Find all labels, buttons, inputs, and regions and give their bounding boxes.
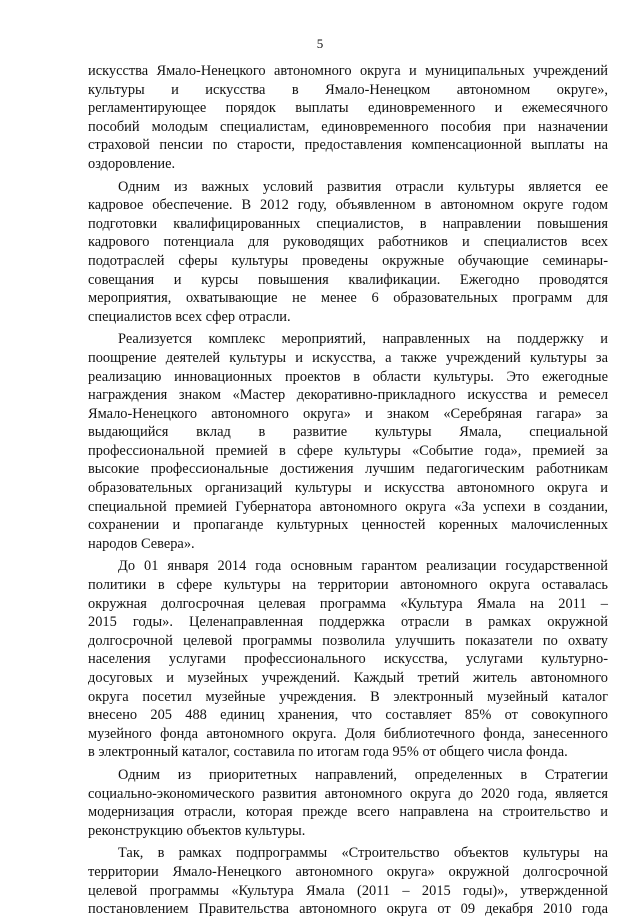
text-line: поощрение деятелей культуры и искусства, а также учреждений культуры за bbox=[88, 349, 608, 366]
text-line: досуговых и музейных учреждений. Каждый третий житель автономного bbox=[88, 670, 608, 686]
text-line: музейного фонда автономного округа. Доля библиотечного фонда, занесенного bbox=[88, 725, 608, 742]
text-line: Так, в рамках подпрограммы «Строительство объектов культуры на bbox=[118, 845, 608, 862]
text-line: кадрового потенциала для руководящих работников и специалистов всех bbox=[88, 234, 608, 251]
text-line: Реализуется комплекс мероприятий, направленных на поддержку и bbox=[118, 331, 608, 348]
text-line: страховой пенсии по старости, предоставления компенсационной выплаты на bbox=[88, 137, 608, 154]
text-line: культуры и искусства в Ямало-Ненецком автономном округе», bbox=[88, 81, 608, 98]
text-line: населения услугами профессионального искусства, услугами культурно- bbox=[88, 651, 608, 668]
text-line: социально-экономического развития автономного округа до 2020 года, является bbox=[88, 785, 608, 802]
page-number: 5 bbox=[316, 36, 324, 51]
text-line: регламентирующее порядок выплаты единовременного и ежемесячного bbox=[88, 100, 608, 117]
text-line: модернизация отрасли, которая прежде всего направлена на строительство и bbox=[88, 804, 608, 821]
paragraph-5 bbox=[88, 766, 608, 840]
text-line: реализацию инновационных проектов в области культуры. Это ежегодные bbox=[88, 368, 608, 385]
text-line: специальной премией Губернатора автономного округа «За успехи в создании, bbox=[88, 498, 608, 515]
text-line: искусства Ямало-Ненецкого автономного округа и муниципальных учреждений bbox=[88, 63, 608, 79]
text-line: пособий молодым специалистам, единовременного пособия при назначении bbox=[88, 118, 608, 135]
text-line: кадровое обеспечение. В 2012 году, объявленном в автономном округе годом bbox=[88, 197, 608, 214]
text-line: образовательных организаций культуры и искусства автономного округа и bbox=[88, 480, 608, 497]
document-body bbox=[88, 62, 608, 919]
text-line: Ямало-Ненецкого автономного округа» и знаком «Серебряная гагара» за bbox=[88, 405, 608, 422]
text-line: внесено 205 488 единиц хранения, что составляет 85% от совокупного bbox=[88, 707, 608, 724]
text-line: в электронный каталог, составила по итогам года 95% от общего числа фонда. bbox=[88, 744, 568, 761]
text-line: совещания и курсы повышения квалификации. Ежегодно проводятся bbox=[88, 271, 608, 288]
text-line: сохранении и пропаганде культурных ценностей коренных малочисленных bbox=[88, 517, 608, 534]
text-line: награждения знаком «Мастер декоративно-прикладного искусства и ремесел bbox=[88, 387, 608, 404]
text-line: долгосрочной целевой программы позволила улучшить показатели по охвату bbox=[88, 632, 608, 649]
text-line: территории Ямало-Ненецкого автономного округа» окружной долгосрочной bbox=[88, 863, 608, 880]
paragraph-4 bbox=[88, 557, 608, 762]
text-line: подготовки квалифицированных специалистов, в направлении повышения bbox=[88, 215, 608, 232]
text-line: Одним из важных условий развития отрасли культуры является ее bbox=[118, 178, 608, 195]
text-line: целевой программы «Культура Ямала (2011 – 2015 годы)», утвержденной bbox=[88, 882, 608, 899]
paragraph-2 bbox=[88, 178, 608, 327]
text-line: округа посетил музейные учреждения. В электронный музейный каталог bbox=[88, 688, 608, 705]
paragraph-6 bbox=[88, 844, 608, 918]
text-line: 2015 годы». Целенаправленная поддержка отрасли в рамках окружной bbox=[88, 614, 608, 631]
text-line: До 01 января 2014 года основным гарантом реализации государственной bbox=[118, 558, 608, 575]
text-line: профессиональной премией в сфере культуры «Событие года», премией за bbox=[88, 442, 608, 459]
text-line: выдающийся вклад в развитие культуры Ямала, специальной bbox=[88, 424, 608, 441]
text-line: народов Севера». bbox=[88, 535, 195, 552]
text-line: постановлением Правительства автономного округа от 09 декабря 2010 года bbox=[88, 901, 608, 918]
text-line: реконструкцию объектов культуры. bbox=[88, 822, 306, 839]
text-line: мероприятия, охватывающие не менее 6 образовательных программ для bbox=[88, 290, 608, 307]
paragraph-3 bbox=[88, 330, 608, 553]
text-line: специалистов всех сфер отрасли. bbox=[88, 308, 291, 325]
text-line: окружная долгосрочная целевая программа «Культура Ямала на 2011 – bbox=[88, 595, 608, 612]
paragraph-1 bbox=[88, 62, 608, 174]
text-line: оздоровление. bbox=[88, 155, 176, 172]
text-line: Одним из приоритетных направлений, определенных в Стратегии bbox=[118, 766, 608, 783]
text-line: высокие профессиональные достижения лучшим педагогическим работникам bbox=[88, 461, 608, 478]
text-line: политики в сфере культуры на территории автономного округа оставалась bbox=[88, 577, 608, 594]
text-line: подотраслей сферы культуры проведены окружные обучающие семинары- bbox=[88, 252, 608, 269]
